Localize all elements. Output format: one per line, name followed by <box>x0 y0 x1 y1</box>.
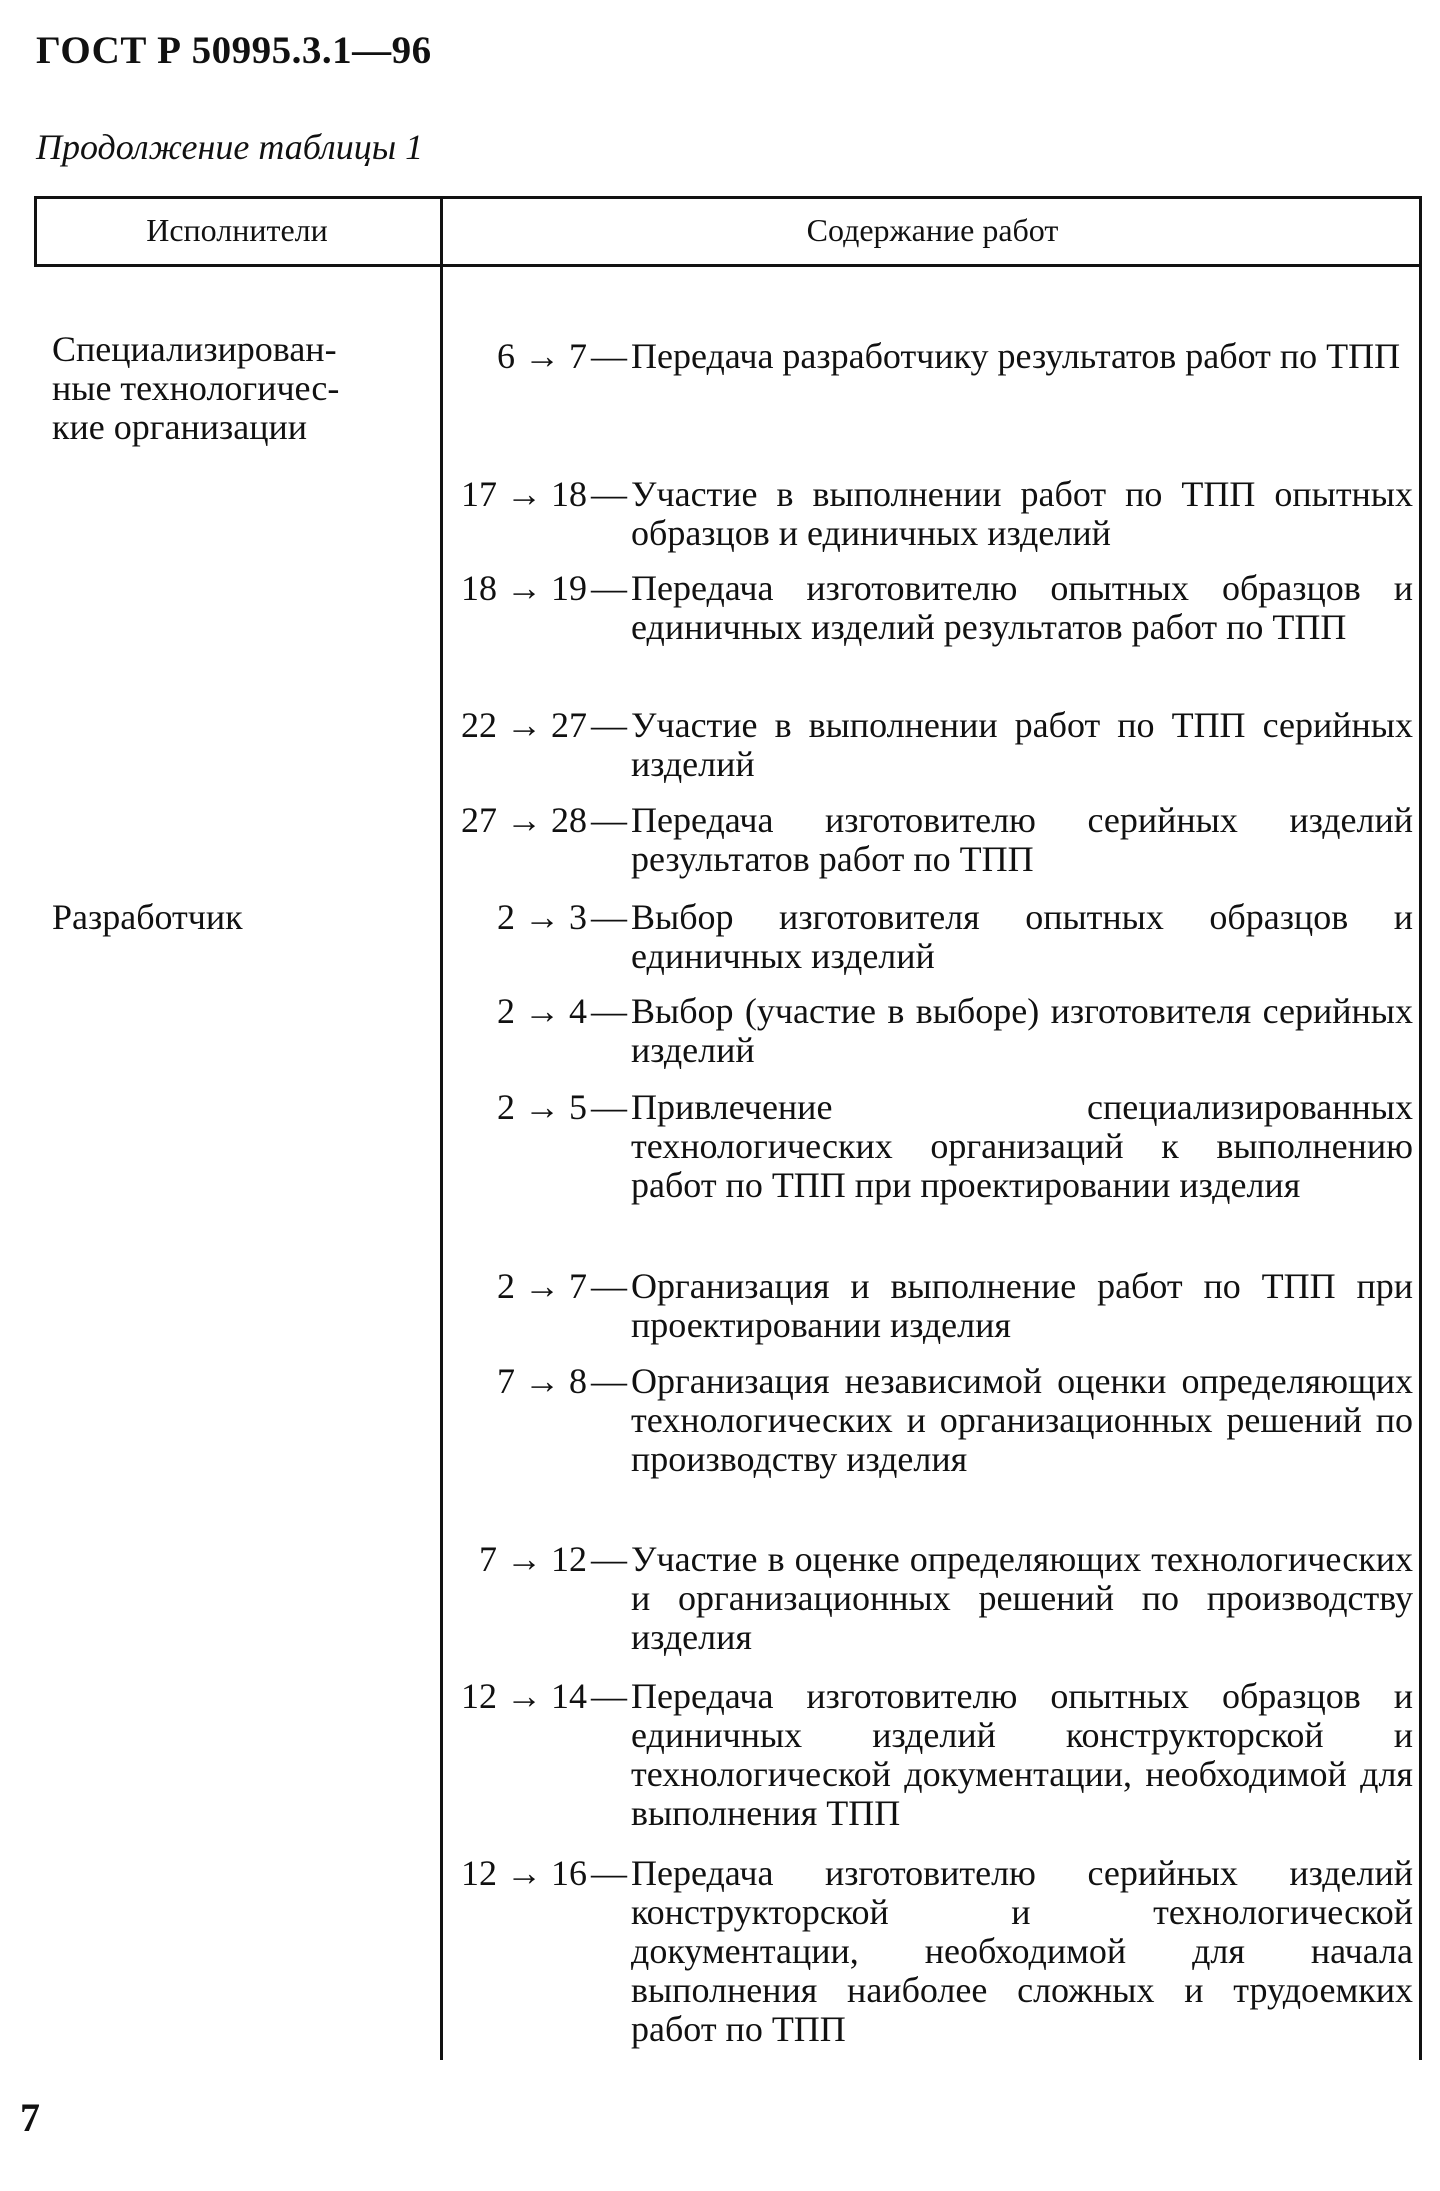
table-row <box>443 337 1413 376</box>
row-text: Передача разработчику результатов работ по ТПП <box>631 336 1401 376</box>
row-dash: — <box>591 705 627 745</box>
row-code: 2 → 7 <box>497 1266 587 1306</box>
row-code: 2 → 5 <box>497 1087 587 1127</box>
column-header-performers: Исполнители <box>146 212 328 248</box>
row-text: Организация и выполнение работ по ТПП при проектировании изделия <box>631 1266 1413 1345</box>
page-number: 7 <box>20 2095 40 2140</box>
row-text: Выбор (участие в выборе) изготовителя серийных изделий <box>631 991 1413 1070</box>
row-dash: — <box>591 474 627 514</box>
row-code: 22 → 27 <box>461 705 587 745</box>
row-dash: — <box>591 1676 627 1716</box>
row-code: 12 → 14 <box>461 1676 587 1716</box>
row-text: Выбор изготовителя опытных образцов и единичных изделий <box>631 897 1413 976</box>
row-text: Передача изготовителю серийных изделий конструкторской и технологической документации, необходимой для начала выполнения наиболее сложных и трудоемких работ по ТПП <box>631 1853 1413 2049</box>
row-dash: — <box>591 336 627 376</box>
row-code: 2 → 4 <box>497 991 587 1031</box>
table-caption: Продолжение таблицы 1 <box>36 127 424 167</box>
row-text: Участие в оценке определяющих технологических и организационных решений по производству изделия <box>631 1539 1413 1657</box>
table-row <box>443 706 1413 784</box>
row-text: Передача изготовителю опытных образцов и единичных изделий результатов работ по ТПП <box>631 568 1413 647</box>
row-code: 27 → 28 <box>461 800 587 840</box>
row-text: Участие в выполнении работ по ТПП серийных изделий <box>631 705 1413 784</box>
row-dash: — <box>591 991 627 1031</box>
row-dash: — <box>591 568 627 608</box>
work-table <box>34 196 1422 2060</box>
row-code: 17 → 18 <box>461 474 587 514</box>
row-text: Передача изготовителю опытных образцов и единичных изделий конструкторской и технологической документации, необходимой для выполнения ТПП <box>631 1676 1413 1833</box>
row-dash: — <box>591 1087 627 1127</box>
table-top-border <box>34 196 1422 199</box>
performer-specialized-orgs: Специализирован- ные технологичес- кие организации <box>52 329 340 447</box>
row-text: Участие в выполнении работ по ТПП опытных образцов и единичных изделий <box>631 474 1413 553</box>
table-row <box>443 1540 1413 1657</box>
row-code: 7 → 8 <box>497 1361 587 1401</box>
row-dash: — <box>591 897 627 937</box>
table-row <box>443 475 1413 553</box>
document-header: ГОСТ Р 50995.3.1—96 <box>36 29 432 72</box>
row-code: 6 → 7 <box>497 336 587 376</box>
row-text: Привлечение специализированных технологических организаций к выполнению работ по ТПП при проектировании изделия <box>631 1087 1413 1205</box>
row-code: 7 → 12 <box>479 1539 587 1579</box>
table-right-border <box>1419 196 1422 2060</box>
table-row <box>443 801 1413 879</box>
row-code: 18 → 19 <box>461 568 587 608</box>
row-code: 2 → 3 <box>497 897 587 937</box>
table-row <box>443 992 1413 1070</box>
column-header-content: Содержание работ <box>806 212 1059 248</box>
table-row <box>443 1267 1413 1345</box>
row-dash: — <box>591 800 627 840</box>
row-text: Организация независимой оценки определяющих технологических и организационных решений по производству изделия <box>631 1361 1413 1479</box>
row-dash: — <box>591 1853 627 1893</box>
row-dash: — <box>591 1539 627 1579</box>
table-row <box>443 569 1413 647</box>
table-row <box>443 898 1413 976</box>
table-row <box>443 1362 1413 1479</box>
table-row <box>443 1854 1413 2049</box>
performer-developer: Разработчик <box>52 897 243 937</box>
row-code: 12 → 16 <box>461 1853 587 1893</box>
table-row <box>443 1677 1413 1833</box>
table-row <box>443 1088 1413 1205</box>
row-dash: — <box>591 1361 627 1401</box>
row-dash: — <box>591 1266 627 1306</box>
table-header-divider <box>34 264 1422 267</box>
row-text: Передача изготовителю серийных изделий результатов работ по ТПП <box>631 800 1413 879</box>
